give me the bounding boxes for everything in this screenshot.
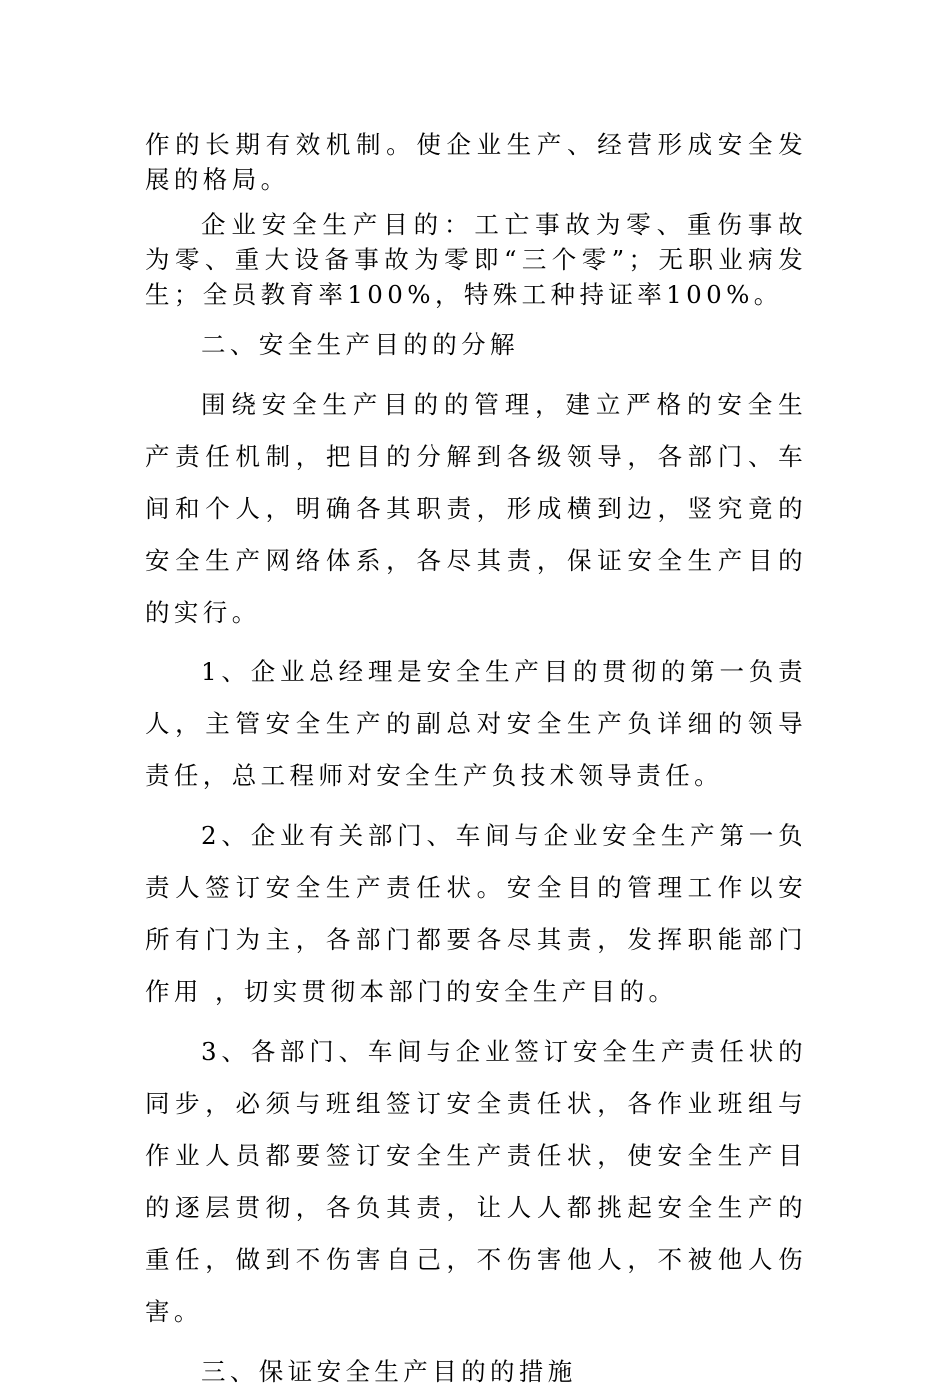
paragraph-target-breakdown: 围绕安全生产目的的管理，建立严格的安全生产责任机制，把目的分解到各级领导，各部门、车间和个人，明确各其职责，形成横到边，竖究竟的安全生产网络体系，各尽其责，保证安全生产目的的实行。 <box>145 390 807 627</box>
section-heading-2: 二、安全生产目的的分解 <box>201 330 519 359</box>
list-item-2: 2、企业有关部门、车间与企业安全生产第一负责人签订安全生产责任状。安全目的管理工作以安所有门为主，各部门都要各尽其责，发挥职能部门作用 ，切实贯彻本部门的安全生产目的。 <box>145 821 807 1006</box>
list-item-1: 1、企业总经理是安全生产目的贯彻的第一负责人，主管安全生产的副总对安全生产负详细的领导责任，总工程师对安全生产负技术领导责任。 <box>145 657 807 790</box>
paragraph-safety-targets: 企业安全生产目的：工亡事故为零、重伤事故为零、重大设备事故为零即“三个零”；无职业病发生；全员教育率100%，特殊工种持证率100%。 <box>145 210 807 309</box>
list-item-3: 3、各部门、车间与企业签订安全生产责任状的同步，必须与班组签订安全责任状，各作业班组与作业人员都要签订安全生产责任状，使安全生产目的逐层贯彻，各负其责，让人人都挑起安全生产的重任，做到不伤害自己，不伤害他人，不被他人伤害。 <box>145 1037 807 1326</box>
paragraph-continuation: 作的长期有效机制。使企业生产、经营形成安全发展的格局。 <box>145 130 807 194</box>
document-body <box>145 127 807 1398</box>
section-heading-3: 三、保证安全生产目的的措施 <box>201 1357 577 1386</box>
